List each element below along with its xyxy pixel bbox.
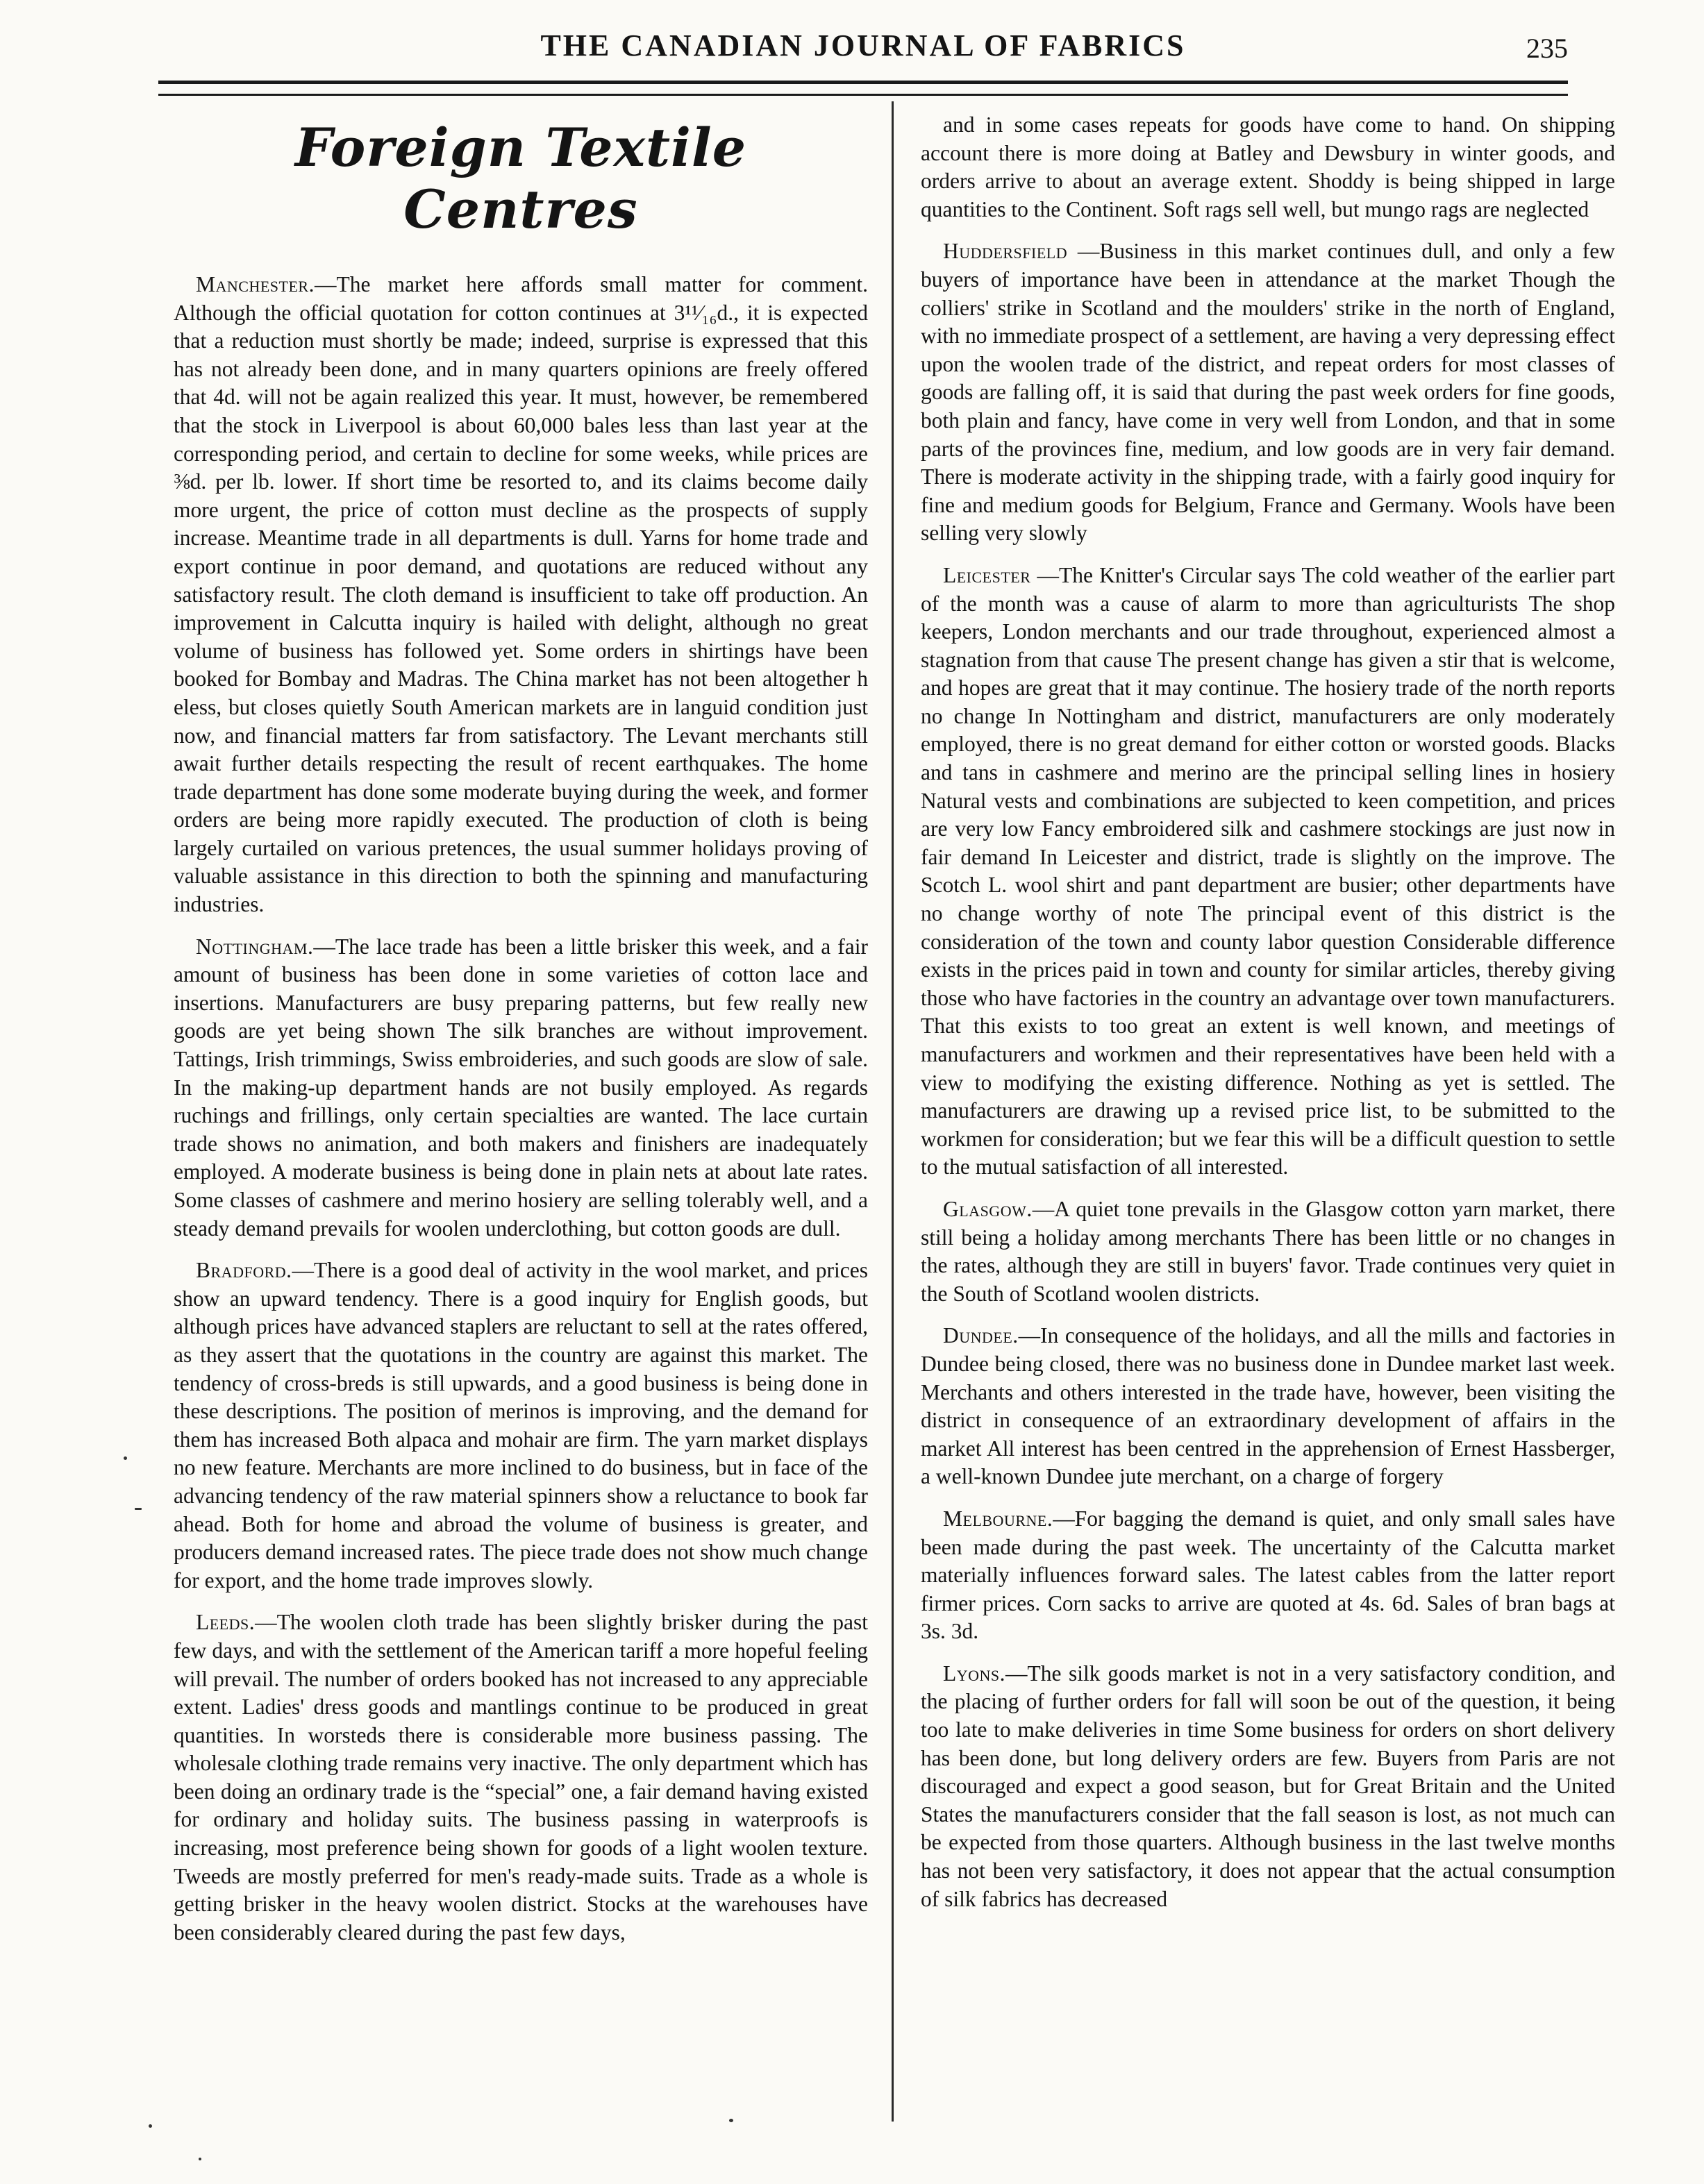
place-name: Manchester. — [196, 272, 315, 296]
report-leicester — [921, 562, 1615, 1182]
feature-title: Foreign Textile Centres — [294, 117, 747, 240]
place-name: Lyons. — [943, 1661, 1006, 1686]
report-lyons — [921, 1660, 1615, 1913]
report-text: —A quiet tone prevails in the Glasgow cotton yarn market, there still being a holiday among merchants There has been little or no changes in the rates, although they are still in buyers' favor. Trade continues very quiet in the South of Scotland woolen districts. — [921, 1196, 1615, 1306]
running-title: THE CANADIAN JOURNAL OF FABRICS — [540, 28, 1186, 62]
report-text: —The market here affords small matter for comment. Although the official quotation for cotton continues at 3¹¹⁄₁₆d., it is expected that a reduction must shortly be made; indeed, surprise is expressed that this has not already been done, and in many quarters opinions are freely offered that 4d. will not be again realized this year. It must, however, be remembered that the stock in Liverpool is about 60,000 bales less than last year at the corresponding period, and certain to decline for some weeks, while prices are ⅜d. per lb. lower. If short time be resorted to, and its claims become daily more urgent, the price of cotton must decline as the prospects of supply increase. Meantime trade in all departments is dull. Yarns for home trade and export continue in poor demand, and quotations are reduced without any satisfactory result. The cloth demand is insufficient to take off production. An improvement in Calcutta inquiry is hailed with delight, although no great volume of business has followed yet. Some orders in shirtings have been booked for Bombay and Madras. The China market has not been altogether h eless, but closes quietly South American markets are in languid condition just now, and financial matters far from satisfactory. The Levant merchants still await further details respecting the result of recent earthquakes. The home trade department has done some moderate buying during the week, and former orders are being more rapidly executed. The production of cloth is being largely curtailed on various pretences, the usual summer holidays proving of valuable assistance in this direction to both the spinning and manufacturing industries. — [174, 272, 868, 917]
scan-speck — [135, 1508, 142, 1510]
report-text: —The woolen cloth trade has been slightly brisker during the past few days, and with the settlement of the American tariff a more hopeful feeling will prevail. The number of orders booked has not increased to any appreciable extent. Ladies' dress goods and mantlings continue to be produced in great quantities. In worsteds there is considerable more business passing. The wholesale clothing trade remains very inactive. The only department which has been doing an ordinary trade is the “special” one, a fair demand having existed for ordinary and holiday suits. The business passing in waterproofs is increasing, most preference being shown for goods of a light woolen texture. Tweeds are mostly preferred for men's ready-made suits. Trade as a whole is getting brisker in the heavy woolen district. Stocks at the warehouses have been considerably cleared during the past few days, — [174, 1610, 868, 1944]
report-bradford — [174, 1257, 868, 1595]
place-name: Melbourne. — [943, 1506, 1053, 1531]
report-text: —The lace trade has been a little brisker this week, and a fair amount of business has been done in some varieties of cotton lace and insertions. Manufacturers are busy preparing patterns, but few really new goods are yet being shown The silk branches are without improvement. Tattings, Irish trimmings, Swiss embroideries, and such goods are slow of sale. In the making-up department hands are not busily employed. As regards ruchings and frillings, only certain specialties are wanted. The lace curtain trade shows no animation, and both makers and finishers are inadequately employed. A moderate business is being done in plain nets at about late rates. Some classes of cashmere and merino hosiery are selling tolerably well, and a steady demand prevails for woolen underclothing, but cotton goods are dull. — [174, 934, 868, 1241]
report-text: —Business in this market continues dull, and only a few buyers of importance have been in attendance at the market Though the colliers' strike in Scotland and the moulders' strike in the north of England, with no immediate prospect of a settlement, are having a very depressing effect upon the woolen trade of the district, and repeat orders for most classes of goods are falling off, it is said that during the past week orders for fine goods, both plain and fancy, have come in very well from London, and that in some parts of the provinces fine, medium, and low goods are in very fair demand. There is moderate activity in the shipping trade, with a fairly good inquiry for fine and medium goods for Belgium, France and Germany. Wools have been selling very slowly — [921, 239, 1615, 546]
report-text: —In consequence of the holidays, and all the mills and factories in Dundee being closed, there was no business done in Dundee market last week. Merchants and others interested in the trade have, however, been visiting the district in consequence of an extraordinary development of affairs in the market All interest has been centred in the apprehension of Ernest Hassberger, a well-known Dundee jute merchant, on a charge of forgery — [921, 1323, 1615, 1489]
scan-speck — [729, 2119, 733, 2122]
report-leeds-continued — [921, 111, 1615, 224]
scan-speck — [124, 1456, 127, 1460]
page-header — [158, 28, 1568, 72]
place-name: Bradford. — [196, 1258, 292, 1283]
report-dundee — [921, 1322, 1615, 1491]
right-column — [921, 111, 1615, 1927]
scan-speck — [149, 2124, 152, 2128]
column-divider — [892, 101, 894, 2122]
report-huddersfield — [921, 237, 1615, 548]
report-text: —For bagging the demand is quiet, and only small sales have been made during the past week. The uncertainty of the Calcutta market materially influences forward sales. The latest cables from the latter report firmer prices. Corn sacks to arrive are quoted at 4s. 6d. Sales of bran bags at 3s. 3d. — [921, 1506, 1615, 1644]
place-name: Huddersfield — [943, 239, 1068, 264]
place-name: Nottingham. — [196, 934, 314, 959]
report-nottingham — [174, 933, 868, 1243]
report-manchester — [174, 271, 868, 919]
place-name: Glasgow. — [943, 1196, 1033, 1221]
page-number: 235 — [1526, 33, 1568, 64]
report-text: —The Knitter's Circular says The cold weather of the earlier part of the month was a cause of alarm to more than agriculturists The shop keepers, London merchants and our trade throughout, experienced almost a stagnation from that cause The present change has given a stir that is welcome, and hopes are great that it may continue. The hosiery trade of the north reports no change In Nottingham and district, manufacturers are only moderately employed, there is no great demand for either cotton or worsted goods. Blacks and tans in cashmere and merino are the principal selling lines in hosiery Natural vests and combinations are subjected to keen competition, and prices are very low Fancy embroidered silk and cashmere stockings are just now in fair demand In Leicester and district, trade is slightly on the improve. The Scotch L. wool shirt and pant department are busier; other departments have no change worthy of note The principal event of this district is the consideration of the town and county labor question Considerable difference exists in the prices paid in town and county for similar articles, thereby giving those who have factories in the country an advantage over town manufacturers. That this exists to too great an extent is well known, and meetings of manufacturers and workmen and their representatives have been held with a view to modifying the existing difference. Nothing as yet is settled. The manufacturers are drawing up a revised price list, to be submitted to the workmen for consideration; but we fear this will be a difficult question to settle to the mutual satisfaction of all interested. — [921, 562, 1615, 1179]
header-double-rule — [158, 81, 1568, 96]
report-text: and in some cases repeats for goods have come to hand. On shipping account there is more doing at Batley and Dewsbury in winter goods, and orders arrive to about an average extent. Shoddy is being shipped in large quantities to the Continent. Soft rags sell well, but mungo rags are neglected — [921, 112, 1615, 221]
place-name: Leeds. — [196, 1610, 256, 1635]
report-leeds — [174, 1608, 868, 1947]
scan-speck — [199, 2158, 201, 2160]
left-column — [174, 111, 868, 1960]
report-text: —There is a good deal of activity in the wool market, and prices show an upward tendency. There is a good inquiry for English goods, but although prices have advanced staplers are reluctant to sell at the rates offered, as they assert that the quotations in the country are against this market. The tendency of cross-breds is still upwards, and a good business is being done in these descriptions. The position of merinos is improving, and the demand for them has increased Both alpaca and mohair are firm. The yarn market displays no new feature. Merchants are more inclined to do business, but in face of the advancing tendency of the raw material spinners show a reluctance to book far ahead. Both for home and abroad the volume of business is greater, and producers demand increased rates. The piece trade does not show much change for export, and the home trade improves slowly. — [174, 1258, 868, 1593]
place-name: Dundee. — [943, 1323, 1019, 1348]
report-text: —The silk goods market is not in a very satisfactory condition, and the placing of further orders for fall will soon be out of the question, it being too late to make deliveries in time Some business for orders on short delivery has been done, but long delivery orders are few. Buyers from Paris are not discouraged and expect a good season, but for Great Britain and the United States the manufacturers consider that the fall season is lost, as not much can be expected from those quarters. Although business in the last twelve months has not been very satisfactory, it does not appear that the actual consumption of silk fabrics has decreased — [921, 1661, 1615, 1911]
place-name: Leicester — [943, 562, 1031, 587]
report-glasgow — [921, 1195, 1615, 1308]
report-melbourne — [921, 1505, 1615, 1646]
